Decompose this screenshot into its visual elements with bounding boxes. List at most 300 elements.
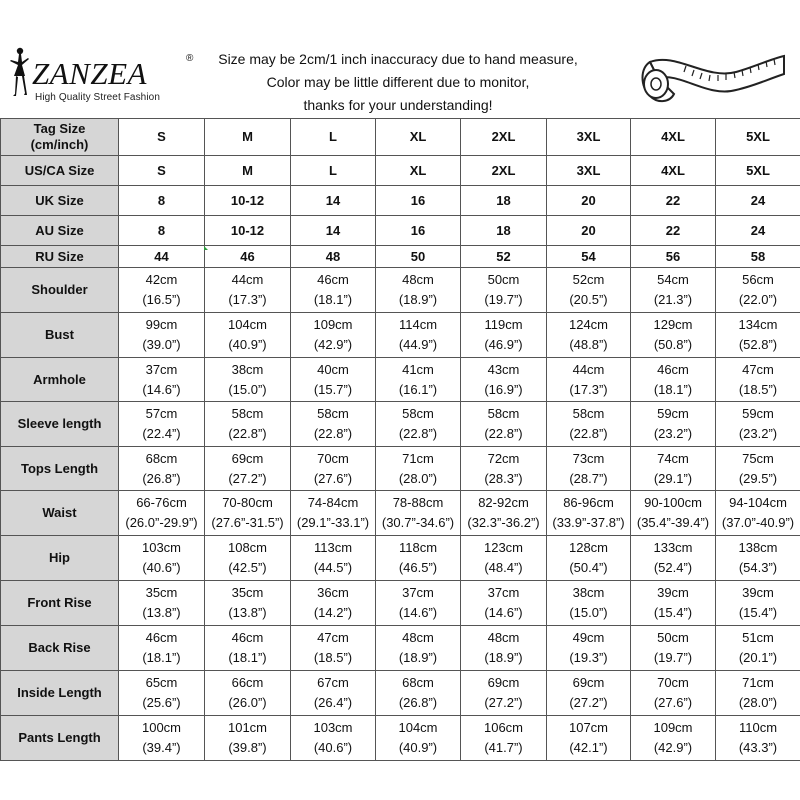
size-cell: S <box>119 156 205 186</box>
measurement-cell <box>547 358 631 402</box>
cm-value: 100cm <box>141 720 182 735</box>
row-label-text: RU Size <box>35 248 84 264</box>
inch-value: (48.8”) <box>569 337 608 352</box>
inch-value: (18.9”) <box>398 292 438 307</box>
size-cell: XL <box>376 119 461 156</box>
measurement-cell <box>547 313 631 358</box>
inch-value: (14.6”) <box>484 605 523 620</box>
inch-value: (22.4”) <box>142 426 181 441</box>
measurement-cell <box>119 268 205 313</box>
cm-value: 58cm <box>402 406 434 421</box>
cm-value: 134cm <box>738 317 778 332</box>
measurement-cell <box>376 491 461 536</box>
measurement-cell <box>631 358 716 402</box>
cm-value: 104cm <box>227 317 268 332</box>
size-cell: 48 <box>291 246 376 268</box>
cm-value: 44cm <box>231 272 264 287</box>
measurement-cell <box>547 447 631 491</box>
measurement-cell <box>119 716 205 761</box>
measurement-cell <box>631 447 716 491</box>
inch-value: (28.0”) <box>398 470 438 486</box>
row-label-text: Tag Size <box>33 121 86 136</box>
cm-value: 70cm <box>317 450 349 466</box>
row-label: Pants Length <box>1 716 119 761</box>
inch-value: (33.9”-37.8”) <box>552 515 625 530</box>
cm-value: 118cm <box>398 540 438 555</box>
cm-value: 37cm <box>145 361 178 377</box>
size-cell: 8 <box>119 186 205 216</box>
size-cell: 3XL <box>547 156 631 186</box>
inch-value: (23.2”) <box>738 426 778 441</box>
notice-line: thanks for your understanding! <box>303 97 493 113</box>
row-label <box>1 216 119 246</box>
inch-value: (46.9”) <box>484 337 523 352</box>
measurement-cell <box>461 581 547 626</box>
size-cell: 24 <box>716 186 800 216</box>
measurement-cell <box>631 491 716 536</box>
cm-value: 68cm <box>145 450 178 466</box>
size-cell: 52 <box>461 246 547 268</box>
row-label <box>1 186 119 216</box>
cm-value: 37cm <box>402 585 434 600</box>
measurement-row <box>1 358 800 402</box>
cm-value: 47cm <box>742 361 774 377</box>
cm-value: 48cm <box>402 272 434 287</box>
inch-value: (28.0”) <box>738 695 778 710</box>
size-cell: S <box>119 119 205 156</box>
inch-value: (42.9”) <box>313 337 353 352</box>
cm-value: 48cm <box>402 630 434 645</box>
measurement-notice <box>198 48 598 117</box>
cm-value: 110cm <box>738 720 778 735</box>
measurement-cell <box>291 671 376 716</box>
inch-value: (54.3”) <box>738 560 778 575</box>
size-cell: 14 <box>291 186 376 216</box>
cm-value: 86-96cm <box>563 495 614 510</box>
inch-value: (18.9”) <box>398 650 438 665</box>
inch-value: (15.4”) <box>738 605 778 620</box>
inch-value: (15.4”) <box>653 605 693 620</box>
inch-value: (16.5”) <box>142 292 181 307</box>
inch-value: (30.7”-34.6”) <box>381 515 455 530</box>
cm-value: 44cm <box>572 361 605 377</box>
inch-value: (15.7”) <box>313 381 353 397</box>
row-label: Back Rise <box>1 626 119 671</box>
measurement-cell <box>631 313 716 358</box>
measurement-cell <box>205 313 291 358</box>
measurement-cell <box>461 402 547 447</box>
inch-value: (29.1”) <box>653 470 693 486</box>
size-cell: 22 <box>631 216 716 246</box>
inch-value: (52.8”) <box>738 337 778 352</box>
cm-value: 107cm <box>568 720 609 735</box>
inch-value: (22.0”) <box>738 292 778 307</box>
measurement-cell <box>205 402 291 447</box>
cm-value: 51cm <box>742 630 774 645</box>
inch-value: (26.4”) <box>313 695 353 710</box>
size-cell: 16 <box>376 186 461 216</box>
size-cell: 8 <box>119 216 205 246</box>
size-chart-table <box>0 118 800 761</box>
inch-value: (28.3”) <box>484 470 523 486</box>
inch-value: (25.6”) <box>142 695 181 710</box>
row-label <box>1 246 119 268</box>
inch-value: (20.5”) <box>569 292 608 307</box>
cm-value: 119cm <box>484 317 523 332</box>
size-cell: 54 <box>547 246 631 268</box>
cm-value: 138cm <box>738 540 778 555</box>
measurement-cell <box>205 581 291 626</box>
cm-value: 49cm <box>572 630 605 645</box>
measurement-cell <box>291 402 376 447</box>
inch-value: (18.5”) <box>313 650 353 665</box>
measurement-row <box>1 447 800 491</box>
cm-value: 41cm <box>402 361 434 377</box>
size-cell: 4XL <box>631 119 716 156</box>
measurement-cell <box>291 447 376 491</box>
size-cell: 22 <box>631 186 716 216</box>
cm-value: 50cm <box>487 272 520 287</box>
measurement-cell <box>376 358 461 402</box>
size-cell: 56 <box>631 246 716 268</box>
cm-value: 109cm <box>653 720 693 735</box>
inch-value: (27.2”) <box>569 695 608 710</box>
cm-value: 39cm <box>657 585 689 600</box>
inch-value: (20.1”) <box>738 650 778 665</box>
inch-value: (42.1”) <box>569 740 608 755</box>
brand-tagline: High Quality Street Fashion <box>35 92 160 103</box>
brand-logo <box>0 40 205 115</box>
measurement-row <box>1 581 800 626</box>
cm-value: 58cm <box>572 406 605 421</box>
cm-value: 133cm <box>653 540 693 555</box>
row-label: Front Rise <box>1 581 119 626</box>
size-cell: 44 <box>119 246 205 268</box>
inch-value: (43.3”) <box>738 740 778 755</box>
measurement-row <box>1 268 800 313</box>
cm-value: 129cm <box>653 317 693 332</box>
measurement-cell <box>376 626 461 671</box>
inch-value: (17.3”) <box>228 292 267 307</box>
inch-value: (44.5”) <box>313 560 353 575</box>
measurement-row <box>1 626 800 671</box>
size-cell: 3XL <box>547 119 631 156</box>
cm-value: 40cm <box>317 361 349 377</box>
size-cell: 18 <box>461 216 547 246</box>
cm-value: 69cm <box>487 675 520 690</box>
cm-value: 38cm <box>231 361 264 377</box>
measurement-cell <box>291 626 376 671</box>
measurement-cell <box>205 716 291 761</box>
inch-value: (27.6”) <box>313 470 353 486</box>
row-label-text: AU Size <box>35 222 84 238</box>
size-cell: M <box>205 119 291 156</box>
inch-value: (17.3”) <box>569 381 608 397</box>
cm-value: 73cm <box>572 450 605 466</box>
notice-line: Size may be 2cm/1 inch inaccuracy due to hand measure, <box>218 51 578 67</box>
size-cell: 5XL <box>716 156 800 186</box>
cm-value: 82-92cm <box>478 495 529 510</box>
cm-value: 74cm <box>657 450 689 466</box>
measurement-cell <box>716 536 800 581</box>
measurement-cell <box>716 671 800 716</box>
row-label-text: US/CA Size <box>24 162 95 178</box>
measurement-cell <box>119 402 205 447</box>
cm-value: 58cm <box>317 406 349 421</box>
measurement-cell <box>716 581 800 626</box>
inch-value: (27.2”) <box>228 470 267 486</box>
inch-value: (26.8”) <box>142 470 181 486</box>
measurement-cell <box>716 402 800 447</box>
row-label <box>1 156 119 186</box>
size-cell: L <box>291 119 376 156</box>
measurement-cell <box>461 358 547 402</box>
cm-value: 58cm <box>487 406 520 421</box>
brand-name: ZANZEA <box>32 56 147 91</box>
inch-value: (18.9”) <box>484 650 523 665</box>
inch-value: (15.0”) <box>228 381 267 397</box>
measurement-cell <box>631 402 716 447</box>
inch-value: (22.8”) <box>484 426 523 441</box>
cm-value: 47cm <box>317 630 349 645</box>
measurement-cell <box>376 536 461 581</box>
cm-value: 35cm <box>145 585 178 600</box>
row-label: Waist <box>1 491 119 536</box>
cm-value: 46cm <box>657 361 689 377</box>
cm-value: 103cm <box>313 720 353 735</box>
measurement-cell <box>631 716 716 761</box>
inch-value: (50.8”) <box>653 337 693 352</box>
inch-value: (46.5”) <box>398 560 438 575</box>
size-cell: 58 <box>716 246 800 268</box>
inch-value: (39.0”) <box>142 337 181 352</box>
measurement-cell <box>205 491 291 536</box>
cm-value: 71cm <box>402 450 434 466</box>
inch-value: (18.1”) <box>313 292 353 307</box>
measurement-row <box>1 313 800 358</box>
measurement-cell <box>716 626 800 671</box>
cm-value: 72cm <box>487 450 520 466</box>
cm-value: 38cm <box>572 585 605 600</box>
measuring-tape-icon <box>636 50 788 122</box>
inch-value: (40.6”) <box>313 740 353 755</box>
inch-value: (18.1”) <box>228 650 267 665</box>
inch-value: (22.8”) <box>569 426 608 441</box>
measurement-cell <box>291 358 376 402</box>
inch-value: (18.5”) <box>738 381 778 397</box>
inch-value: (19.3”) <box>569 650 608 665</box>
cm-value: 90-100cm <box>644 495 702 510</box>
cm-value: 113cm <box>313 540 353 555</box>
cm-value: 99cm <box>145 317 178 332</box>
measurement-cell <box>291 313 376 358</box>
measurement-cell <box>547 581 631 626</box>
cm-value: 74-84cm <box>307 495 359 510</box>
row-label: Inside Length <box>1 671 119 716</box>
size-cell: 18 <box>461 186 547 216</box>
cm-value: 104cm <box>398 720 438 735</box>
size-cell: 10-12 <box>205 186 291 216</box>
cm-value: 78-88cm <box>392 495 444 510</box>
size-cell: M <box>205 156 291 186</box>
green-corner-marker <box>204 246 208 250</box>
cm-value: 128cm <box>568 540 609 555</box>
measurement-cell <box>119 358 205 402</box>
cm-value: 68cm <box>402 675 434 690</box>
inch-value: (39.4”) <box>142 740 181 755</box>
cm-value: 37cm <box>487 585 520 600</box>
inch-value: (27.2”) <box>484 695 523 710</box>
size-cell: 20 <box>547 186 631 216</box>
measurement-row <box>1 671 800 716</box>
inch-value: (52.4”) <box>653 560 693 575</box>
measurement-cell <box>547 402 631 447</box>
cm-value: 50cm <box>657 630 689 645</box>
cm-value: 39cm <box>742 585 774 600</box>
measurement-cell <box>119 447 205 491</box>
measurement-cell <box>547 268 631 313</box>
measurement-cell <box>461 536 547 581</box>
inch-value: (40.9”) <box>228 337 267 352</box>
measurement-cell <box>376 671 461 716</box>
inch-value: (37.0”-40.9”) <box>721 515 795 530</box>
measurement-cell <box>631 581 716 626</box>
measurement-row <box>1 716 800 761</box>
cm-value: 57cm <box>145 406 178 421</box>
cm-value: 108cm <box>227 540 268 555</box>
inch-value: (35.4”-39.4”) <box>636 515 710 530</box>
row-label: Bust <box>1 313 119 358</box>
cm-value: 109cm <box>313 317 353 332</box>
cm-value: 70-80cm <box>222 495 273 510</box>
row-label: Sleeve length <box>1 402 119 447</box>
cm-value: 66cm <box>231 675 264 690</box>
inch-value: (40.6”) <box>142 560 181 575</box>
inch-value: (29.1”-33.1”) <box>296 515 370 530</box>
cm-value: 54cm <box>657 272 689 287</box>
measurement-cell <box>376 716 461 761</box>
inch-value: (14.6”) <box>398 605 438 620</box>
inch-value: (13.8”) <box>228 605 267 620</box>
cm-value: 123cm <box>483 540 524 555</box>
measurement-row <box>1 491 800 536</box>
measurement-cell <box>461 313 547 358</box>
measurement-cell <box>716 491 800 536</box>
measurement-cell <box>376 268 461 313</box>
measurement-cell <box>291 268 376 313</box>
measurement-cell <box>631 626 716 671</box>
size-row <box>1 156 800 186</box>
cm-value: 59cm <box>742 406 774 421</box>
cm-value: 59cm <box>657 406 689 421</box>
cm-value: 101cm <box>227 720 268 735</box>
measurement-cell <box>376 313 461 358</box>
inch-value: (50.4”) <box>569 560 608 575</box>
size-cell: 2XL <box>461 119 547 156</box>
inch-value: (39.8”) <box>228 740 267 755</box>
cm-value: 46cm <box>145 630 178 645</box>
notice-line: Color may be little different due to monitor, <box>266 74 530 90</box>
cm-value: 71cm <box>742 675 774 690</box>
measurement-cell <box>376 402 461 447</box>
cm-value: 103cm <box>141 540 182 555</box>
measurement-cell <box>461 268 547 313</box>
measurement-cell <box>291 581 376 626</box>
measurement-cell <box>291 536 376 581</box>
measurement-cell <box>716 268 800 313</box>
size-cell: 10-12 <box>205 216 291 246</box>
inch-value: (29.5”) <box>738 470 778 486</box>
cm-value: 52cm <box>572 272 605 287</box>
cm-value: 114cm <box>398 317 438 332</box>
cm-value: 48cm <box>487 630 520 645</box>
cm-value: 46cm <box>231 630 264 645</box>
measurement-cell <box>119 491 205 536</box>
cm-value: 46cm <box>317 272 349 287</box>
cm-value: 69cm <box>231 450 264 466</box>
inch-value: (18.1”) <box>142 650 181 665</box>
measurement-cell <box>716 716 800 761</box>
measurement-cell <box>376 581 461 626</box>
size-cell: 4XL <box>631 156 716 186</box>
inch-value: (42.9”) <box>653 740 693 755</box>
cm-value: 42cm <box>145 272 178 287</box>
cm-value: 70cm <box>657 675 689 690</box>
inch-value: (40.9”) <box>398 740 438 755</box>
inch-value: (16.1”) <box>398 381 438 397</box>
row-label-text: (cm/inch) <box>30 137 89 152</box>
inch-value: (26.0”) <box>228 695 267 710</box>
inch-value: (44.9”) <box>398 337 438 352</box>
measurement-cell <box>547 716 631 761</box>
dancing-woman-silhouette-icon <box>6 46 32 104</box>
measurement-cell <box>631 268 716 313</box>
measurement-cell <box>547 491 631 536</box>
size-cell: 46 <box>205 246 291 268</box>
inch-value: (14.2”) <box>313 605 353 620</box>
inch-value: (48.4”) <box>484 560 523 575</box>
measurement-cell <box>119 313 205 358</box>
measurement-cell <box>461 671 547 716</box>
size-cell: 24 <box>716 216 800 246</box>
inch-value: (32.3”-36.2”) <box>467 515 540 530</box>
size-row <box>1 186 800 216</box>
inch-value: (21.3”) <box>653 292 693 307</box>
cm-value: 94-104cm <box>729 495 787 510</box>
cm-value: 124cm <box>568 317 609 332</box>
inch-value: (14.6”) <box>142 381 181 397</box>
inch-value: (13.8”) <box>142 605 181 620</box>
cm-value: 66-76cm <box>136 495 187 510</box>
measurement-cell <box>291 716 376 761</box>
cm-value: 56cm <box>742 272 774 287</box>
measurement-cell <box>205 671 291 716</box>
cm-value: 75cm <box>742 450 774 466</box>
measurement-cell <box>119 671 205 716</box>
size-row <box>1 119 800 156</box>
size-cell: 50 <box>376 246 461 268</box>
inch-value: (19.7”) <box>653 650 693 665</box>
measurement-cell <box>205 536 291 581</box>
size-cell: XL <box>376 156 461 186</box>
cm-value: 58cm <box>231 406 264 421</box>
measurement-cell <box>716 358 800 402</box>
row-label: Armhole <box>1 358 119 402</box>
measurement-row <box>1 402 800 447</box>
measurement-cell <box>716 313 800 358</box>
inch-value: (26.0”-29.9”) <box>125 515 198 530</box>
measurement-cell <box>205 358 291 402</box>
